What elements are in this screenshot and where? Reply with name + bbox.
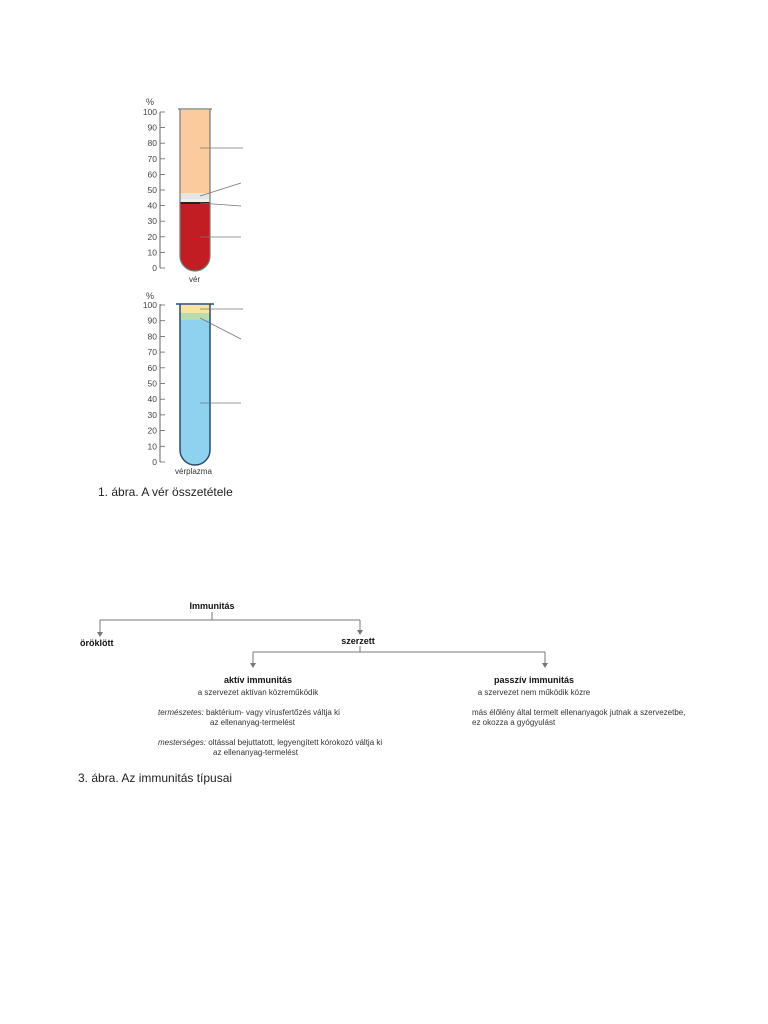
tube2-tick-label: 40 <box>147 394 157 405</box>
tube2-unit-label: % <box>146 291 155 301</box>
tube2-tick-label: 70 <box>147 347 157 358</box>
tube2-tick-label: 100 <box>142 300 157 310</box>
tube1-tick-label: 100 <box>142 107 157 117</box>
tube1-tick-label: 90 <box>147 122 157 133</box>
tube1-tick-label: 60 <box>147 169 157 180</box>
passive-text-line2: ez okozza a gyógyulást <box>472 718 556 727</box>
active-immunity-subtitle: a szervezet aktívan közreműködik <box>197 688 319 697</box>
passive-text-line1: más élőlény által termelt ellenanyagok jutnak a szervezetbe, <box>472 708 686 717</box>
tube1-label: vér <box>189 275 201 284</box>
tube2-tick-label: 20 <box>147 425 157 436</box>
tube1-tick-label: 40 <box>147 200 157 211</box>
tube1-tick-label: 0 <box>152 263 157 273</box>
tube1-tick-label: 10 <box>147 247 157 258</box>
passive-immunity-title: passzív immunitás <box>493 675 575 685</box>
active-natural-line1 <box>158 708 340 717</box>
artificial-text-1: oltással bejuttatott, legyengített kórokozó váltja ki <box>208 738 383 747</box>
acquired-immunity-label: szerzett <box>341 636 375 646</box>
tube2-tick-label: 80 <box>147 331 157 342</box>
figure3-caption: 3. ábra. Az immunitás típusai <box>78 771 233 785</box>
tube2-tick-label: 90 <box>147 315 157 326</box>
tube1-tick-label: 20 <box>147 231 157 242</box>
innate-immunity-label: öröklött <box>80 638 114 648</box>
figure1-caption: 1. ábra. A vér összetétele <box>98 485 233 499</box>
active-artificial-line2: az ellenanyag-termelést <box>213 748 298 757</box>
artificial-label: mesterséges: <box>158 738 207 747</box>
tube2-tick-label: 60 <box>147 362 157 373</box>
natural-text-1: baktérium- vagy vírusfertőzés váltja ki <box>206 708 340 717</box>
tube1-tick-label: 80 <box>147 138 157 149</box>
tube2-label: vérplazma <box>175 467 212 476</box>
tube2-tick-label: 30 <box>147 409 157 420</box>
natural-label: természetes: <box>158 708 204 717</box>
immunity-root-label: Immunitás <box>189 601 235 611</box>
tube1-tick-label: 30 <box>147 216 157 227</box>
active-immunity-title: aktív immunitás <box>223 675 293 685</box>
active-artificial-line1 <box>158 738 382 747</box>
tube1-tick-label: 70 <box>147 153 157 164</box>
tube2-tick-label: 0 <box>152 457 157 467</box>
tube2-tick-label: 50 <box>147 378 157 389</box>
active-natural-line2: az ellenanyag-termelést <box>210 718 295 727</box>
tube1-tick-label: 50 <box>147 185 157 195</box>
passive-immunity-subtitle: a szervezet nem működik közre <box>477 688 591 697</box>
tube2-tick-label: 10 <box>147 441 157 452</box>
tube1-unit-label: % <box>146 97 155 107</box>
